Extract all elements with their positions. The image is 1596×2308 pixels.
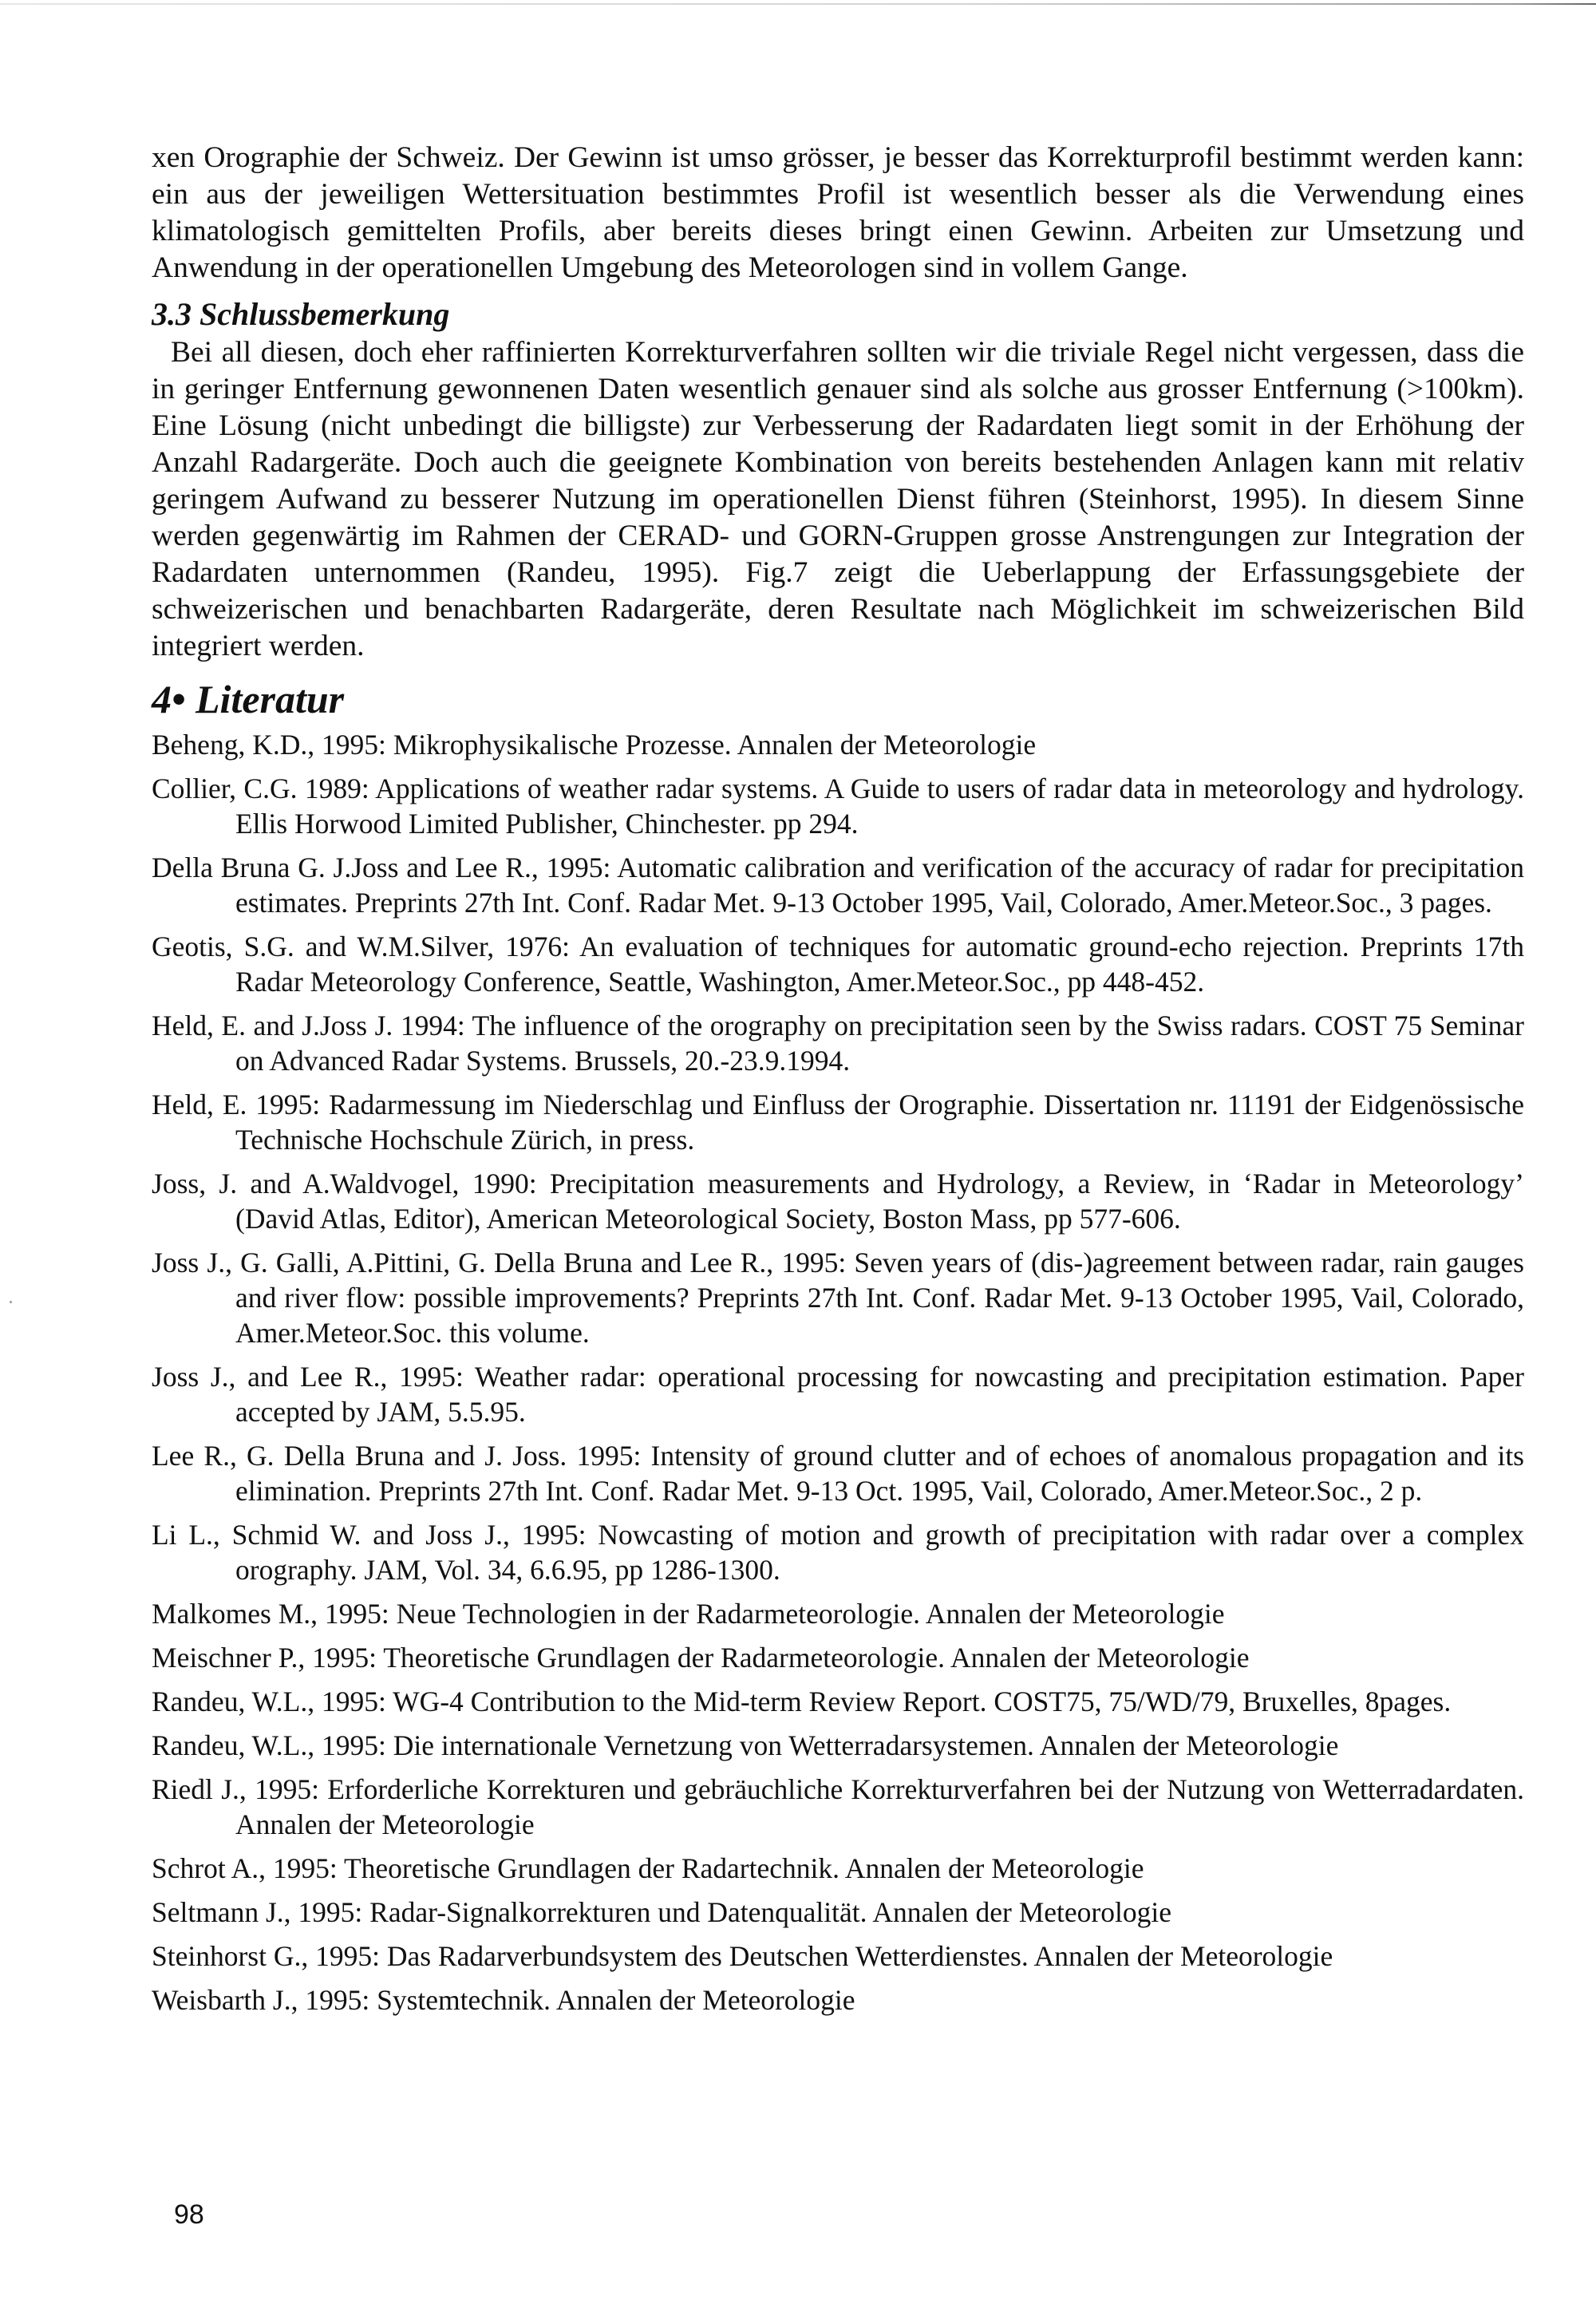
reference-item: Lee R., G. Della Bruna and J. Joss. 1995: Intensity of ground clutter and of echoes of anomalous propagation and its elimination. Preprints 27th Int. Conf. Radar Met. 9-13 Oct. 1995, Vail, Colorado, Amer.Meteor.Soc., 2 p. — [152, 1440, 1524, 1507]
section-3-3-heading: 3.3 Schlussbemerkung — [152, 296, 450, 332]
reference-item: Weisbarth J., 1995: Systemtechnik. Annalen der Meteorologie — [152, 1984, 855, 2016]
reference-item: Held, E. and J.Joss J. 1994: The influence of the orography on precipitation seen by the Swiss radars. COST 75 Seminar on Advanced Radar Systems. Brussels, 20.-23.9.1994. — [152, 1010, 1524, 1077]
reference-item: Geotis, S.G. and W.M.Silver, 1976: An evaluation of techniques for automatic ground-echo rejection. Preprints 17th Radar Meteorology Conference, Seattle, Washington, Amer.Meteor.Soc., pp 448-452. — [152, 931, 1524, 998]
reference-list — [152, 727, 1524, 2018]
reference-item: Della Bruna G. J.Joss and Lee R., 1995: Automatic calibration and verification of the accuracy of radar for precipitation estimates. Preprints 27th Int. Conf. Radar Met. 9-13 October 1995, Vail, Colorado, Amer.Meteor.Soc., 3 pages. — [152, 852, 1524, 919]
intro-paragraph: xen Orographie der Schweiz. Der Gewinn ist umso grösser, je besser das Korrekturprofil bestimmt werden kann: ein aus der jeweiligen Wettersituation bestimmtes Profil ist wesentlich besser als die Verwendung eines klimatologisch gemittelten Profils, aber bereits dieses bringt einen Gewinn. Arbeiten zur Umsetzung und Anwendung in der operationellen Umgebung des Meteorologen sind in vollem Gange. — [152, 141, 1524, 284]
reference-item: Beheng, K.D., 1995: Mikrophysikalische Prozesse. Annalen der Meteorologie — [152, 729, 1037, 761]
reference-item: Malkomes M., 1995: Neue Technologien in der Radarmeteorologie. Annalen der Meteorologie — [152, 1598, 1225, 1630]
reference-item: Schrot A., 1995: Theoretische Grundlagen der Radartechnik. Annalen der Meteorologie — [152, 1852, 1144, 1884]
reference-item: Joss J., G. Galli, A.Pittini, G. Della Bruna and Lee R., 1995: Seven years of (dis-)agreement between radar, rain gauges and river flow: possible improvements? Preprints 27th Int. Conf. Radar Met. 9-13 October 1995, Vail, Colorado, Amer.Meteor.Soc. this volume. — [152, 1247, 1524, 1349]
reference-item: Randeu, W.L., 1995: WG-4 Contribution to the Mid-term Review Report. COST75, 75/WD/79, Bruxelles, 8pages. — [152, 1686, 1452, 1717]
reference-item: Seltmann J., 1995: Radar-Signalkorrekturen und Datenqualität. Annalen der Meteorologie — [152, 1896, 1171, 1928]
reference-item: Li L., Schmid W. and Joss J., 1995: Nowcasting of motion and growth of precipitation with radar over a complex orography. JAM, Vol. 34, 6.6.95, pp 1286-1300. — [152, 1519, 1524, 1586]
reference-item: Joss J., and Lee R., 1995: Weather radar: operational processing for nowcasting and precipitation estimation. Paper accepted by JAM, 5.5.95. — [152, 1361, 1524, 1428]
page-number: 98 — [174, 2199, 204, 2230]
section-4-heading: 4• Literatur — [152, 677, 345, 721]
reference-item: Collier, C.G. 1989: Applications of weather radar systems. A Guide to users of radar data in meteorology and hydrology. Ellis Horwood Limited Publisher, Chinchester. pp 294. — [152, 773, 1524, 840]
reference-item: Held, E. 1995: Radarmessung im Niederschlag und Einfluss der Orographie. Dissertation nr. 11191 der Eidgenössische Technische Hochschule Zürich, in press. — [152, 1089, 1524, 1156]
reference-item: Randeu, W.L., 1995: Die internationale Vernetzung von Wetterradarsystemen. Annalen der Meteorologie — [152, 1729, 1339, 1761]
document-page — [152, 140, 1524, 2026]
reference-item: Joss, J. and A.Waldvogel, 1990: Precipitation measurements and Hydrology, a Review, in ‘Radar in Meteorology’ (David Atlas, Editor), American Meteorological Society, Boston Mass, pp 577-606. — [152, 1168, 1524, 1235]
reference-item: Meischner P., 1995: Theoretische Grundlagen der Radarmeteorologie. Annalen der Meteorologie — [152, 1642, 1250, 1674]
reference-item: Steinhorst G., 1995: Das Radarverbundsystem des Deutschen Wetterdienstes. Annalen der Meteorologie — [152, 1940, 1333, 1972]
reference-item: Riedl J., 1995: Erforderliche Korrekturen und gebräuchliche Korrekturverfahren bei der Nutzung von Wetterradardaten. Annalen der Meteorologie — [152, 1773, 1524, 1840]
scan-speck — [10, 1301, 12, 1303]
section-3-3-paragraph: Bei all diesen, doch eher raffinierten Korrekturverfahren sollten wir die triviale Regel nicht vergessen, dass die in geringer Entfernung gewonnenen Daten wesentlich genauer sind als solche aus grosser Entfernung (>100km). Eine Lösung (nicht unbedingt die billigste) zur Verbesserung der Radardaten liegt somit in der Erhöhung der Anzahl Radargeräte. Doch auch die geeignete Kombination von bereits bestehenden Anlagen kann mit relativ geringem Aufwand zu besserer Nutzung im operationellen Dienst führen (Steinhorst, 1995). In diesem Sinne werden gegenwärtig im Rahmen der CERAD- und GORN-Gruppen grosse Anstrengungen zur Integration der Radardaten unternommen (Randeu, 1995). Fig.7 zeigt die Ueberlappung der Erfassungsgebiete der schweizerischen und benachbarten Radargeräte, deren Resultate nach Möglichkeit im schweizerischen Bild integriert werden. — [152, 336, 1524, 662]
scan-top-edge — [0, 3, 1596, 5]
